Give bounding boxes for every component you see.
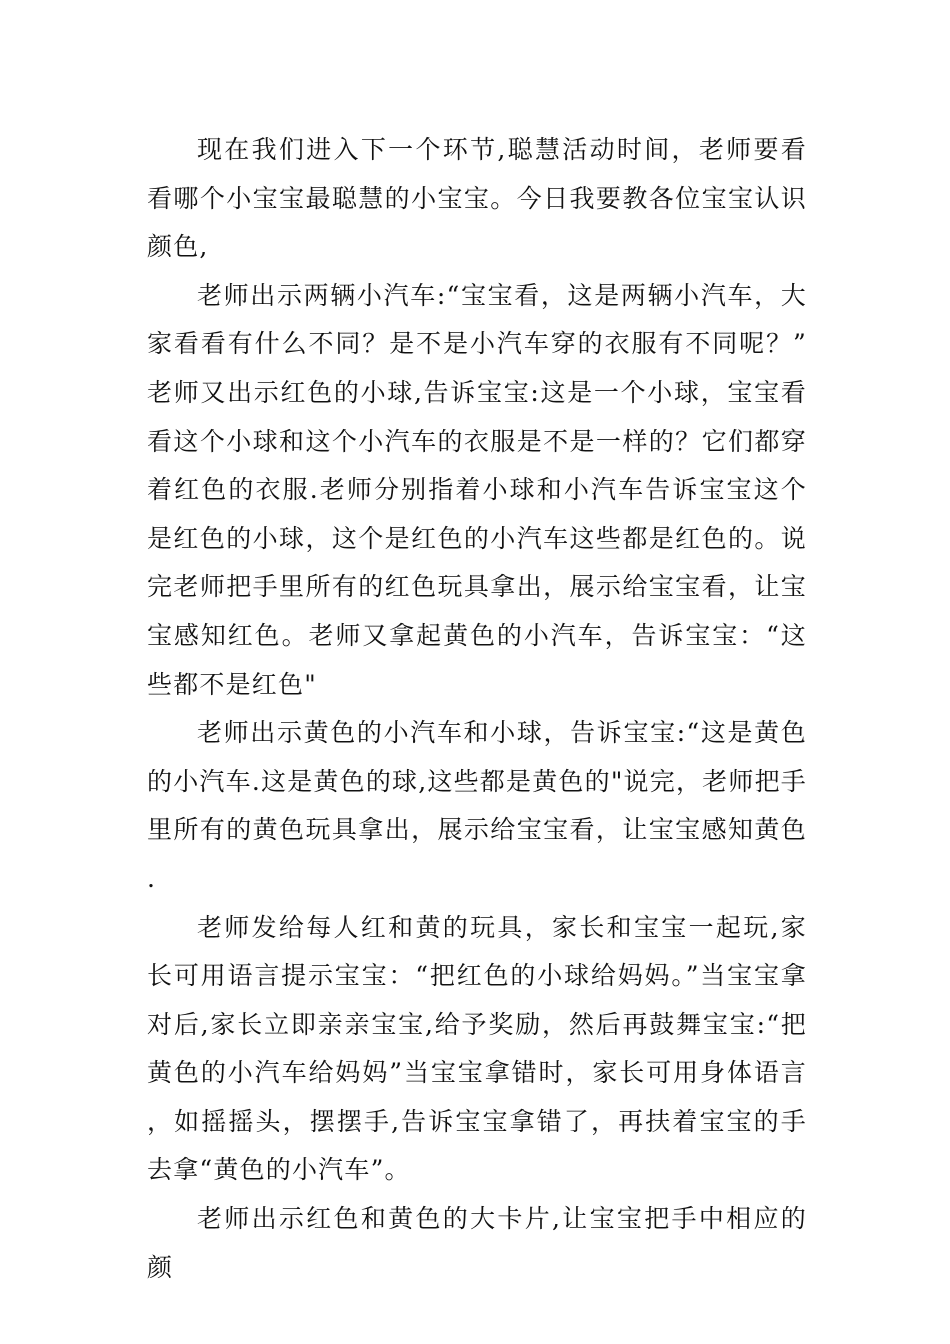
paragraph: 老师出示两辆小汽车:“宝宝看，这是两辆小汽车，大家看看有什么不同？是不是小汽车穿的衣服有不同呢？”老师又出示红色的小球,告诉宝宝:这是一个小球，宝宝看看这个小球和这个小汽车的衣服是不是一样的？它们都穿着红色的衣服.老师分别指着小球和小汽车告诉宝宝这个是红色的小球，这个是红色的小汽车这些都是红色的。说完老师把手里所有的红色玩具拿出，展示给宝宝看，让宝宝感知红色。老师又拿起黄色的小汽车，告诉宝宝：“这些都不是红色" [147,280,807,699]
paragraph: 老师发给每人红和黄的玩具，家长和宝宝一起玩,家长可用语言提示宝宝：“把红色的小球给妈妈。”当宝宝拿对后,家长立即亲亲宝宝,给予奖励，然后再鼓舞宝宝:“把黄色的小汽车给妈妈”当宝宝拿错时，家长可用身体语言，如摇摇头，摆摆手,告诉宝宝拿错了，再扶着宝宝的手去拿“黄色的小汽车”。 [147,912,807,1185]
document-body [147,126,807,1292]
paragraph: 老师出示红色和黄色的大卡片,让宝宝把手中相应的颜 [147,1204,807,1282]
paragraph: 老师出示黄色的小汽车和小球，告诉宝宝:“这是黄色的小汽车.这是黄色的球,这些都是黄色的"说完，老师把手里所有的黄色玩具拿出，展示给宝宝看，让宝宝感知黄色. [147,718,807,893]
paragraph: 现在我们进入下一个环节,聪慧活动时间，老师要看看哪个小宝宝最聪慧的小宝宝。今日我要教各位宝宝认识颜色, [147,135,807,262]
